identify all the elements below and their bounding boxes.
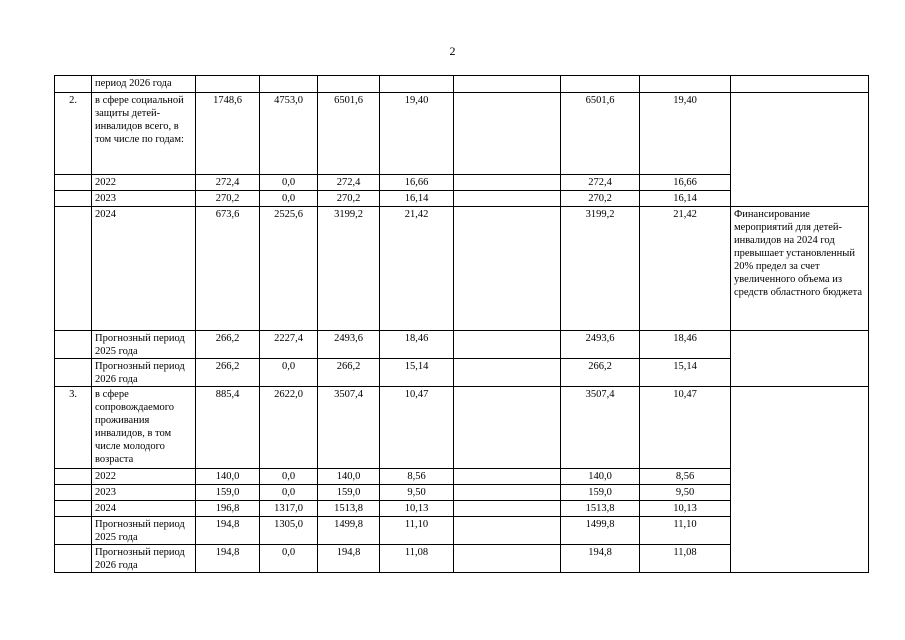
value-cell-c4: 8,56: [380, 469, 454, 485]
row-label-cell: Прогнозный период 2025 года: [92, 517, 196, 545]
value-cell-c6: [561, 76, 640, 93]
value-cell-c2: 1305,0: [260, 517, 318, 545]
value-cell-c7: 19,40: [640, 93, 731, 175]
row-label-cell: Прогнозный период 2026 года: [92, 545, 196, 573]
value-cell-c2: 2525,6: [260, 207, 318, 331]
table-row: [55, 93, 869, 175]
value-cell-c3: 270,2: [318, 191, 380, 207]
value-cell-c1: 266,2: [196, 359, 260, 387]
value-cell-c7: 8,56: [640, 469, 731, 485]
value-cell-c7: 16,66: [640, 175, 731, 191]
value-cell-c5: [454, 501, 561, 517]
value-cell-c6: 3199,2: [561, 207, 640, 331]
value-cell-c4: [380, 76, 454, 93]
value-cell-c5: [454, 387, 561, 469]
value-cell-c1: 159,0: [196, 485, 260, 501]
value-cell-c1: 194,8: [196, 517, 260, 545]
value-cell-c6: 159,0: [561, 485, 640, 501]
value-cell-c3: 1499,8: [318, 517, 380, 545]
value-cell-c7: 11,08: [640, 545, 731, 573]
row-number-cell: [55, 175, 92, 191]
value-cell-c7: 10,13: [640, 501, 731, 517]
value-cell-c5: [454, 485, 561, 501]
value-cell-c1: 270,2: [196, 191, 260, 207]
row-label-cell: 2024: [92, 501, 196, 517]
row-number-cell: [55, 207, 92, 331]
row-number-cell: [55, 331, 92, 359]
value-cell-c6: 1513,8: [561, 501, 640, 517]
value-cell-c4: 11,08: [380, 545, 454, 573]
value-cell-c4: 10,13: [380, 501, 454, 517]
value-cell-c1: 673,6: [196, 207, 260, 331]
value-cell-c1: 885,4: [196, 387, 260, 469]
value-cell-c3: 6501,6: [318, 93, 380, 175]
row-label-cell: в сфере социальной защиты детей-инвалидов всего, в том числе по годам:: [92, 93, 196, 175]
value-cell-c2: 0,0: [260, 545, 318, 573]
value-cell-c6: 266,2: [561, 359, 640, 387]
value-cell-c2: 0,0: [260, 469, 318, 485]
value-cell-c3: 1513,8: [318, 501, 380, 517]
row-label-cell: 2023: [92, 191, 196, 207]
value-cell-c4: 19,40: [380, 93, 454, 175]
row-label-cell: 2022: [92, 469, 196, 485]
value-cell-c5: [454, 175, 561, 191]
value-cell-c3: 272,4: [318, 175, 380, 191]
value-cell-c3: 140,0: [318, 469, 380, 485]
value-cell-c3: 3199,2: [318, 207, 380, 331]
row-number-cell: [55, 517, 92, 545]
value-cell-c5: [454, 93, 561, 175]
value-cell-c1: 1748,6: [196, 93, 260, 175]
value-cell-c6: 270,2: [561, 191, 640, 207]
row-number-cell: [55, 76, 92, 93]
value-cell-c2: 2227,4: [260, 331, 318, 359]
note-cell-empty: [731, 331, 869, 387]
value-cell-c1: 194,8: [196, 545, 260, 573]
row-label-cell: Прогнозный период 2025 года: [92, 331, 196, 359]
value-cell-c2: 1317,0: [260, 501, 318, 517]
table-body: [55, 76, 869, 573]
value-cell-c6: 1499,8: [561, 517, 640, 545]
value-cell-c7: 11,10: [640, 517, 731, 545]
row-label-cell: 2022: [92, 175, 196, 191]
value-cell-c4: 16,66: [380, 175, 454, 191]
value-cell-c2: 4753,0: [260, 93, 318, 175]
value-cell-c2: 0,0: [260, 191, 318, 207]
value-cell-c6: 3507,4: [561, 387, 640, 469]
value-cell-c4: 16,14: [380, 191, 454, 207]
value-cell-c1: 272,4: [196, 175, 260, 191]
row-label-cell: 2023: [92, 485, 196, 501]
value-cell-c3: 266,2: [318, 359, 380, 387]
value-cell-c5: [454, 191, 561, 207]
value-cell-c7: 9,50: [640, 485, 731, 501]
value-cell-c4: 10,47: [380, 387, 454, 469]
value-cell-c4: 11,10: [380, 517, 454, 545]
value-cell-c2: 2622,0: [260, 387, 318, 469]
row-number-cell: 3.: [55, 387, 92, 469]
value-cell-c6: 2493,6: [561, 331, 640, 359]
table-row: [55, 207, 869, 331]
value-cell-c7: [640, 76, 731, 93]
value-cell-c1: 140,0: [196, 469, 260, 485]
value-cell-c4: 15,14: [380, 359, 454, 387]
table-row: [55, 76, 869, 93]
value-cell-c5: [454, 359, 561, 387]
value-cell-c1: [196, 76, 260, 93]
note-cell-empty: [731, 93, 869, 207]
note-cell-empty: [731, 76, 869, 93]
value-cell-c7: 18,46: [640, 331, 731, 359]
value-cell-c5: [454, 545, 561, 573]
row-label-cell: 2024: [92, 207, 196, 331]
value-cell-c2: [260, 76, 318, 93]
value-cell-c6: 140,0: [561, 469, 640, 485]
value-cell-c7: 16,14: [640, 191, 731, 207]
note-cell-empty: [731, 387, 869, 573]
row-number-cell: 2.: [55, 93, 92, 175]
row-number-cell: [55, 501, 92, 517]
row-number-cell: [55, 485, 92, 501]
value-cell-c3: [318, 76, 380, 93]
value-cell-c7: 15,14: [640, 359, 731, 387]
table-row: [55, 331, 869, 359]
page-number: 2: [449, 44, 456, 58]
value-cell-c4: 18,46: [380, 331, 454, 359]
row-number-cell: [55, 545, 92, 573]
value-cell-c2: 0,0: [260, 485, 318, 501]
row-number-cell: [55, 469, 92, 485]
value-cell-c4: 9,50: [380, 485, 454, 501]
row-number-cell: [55, 359, 92, 387]
value-cell-c1: 266,2: [196, 331, 260, 359]
value-cell-c7: 21,42: [640, 207, 731, 331]
value-cell-c2: 0,0: [260, 359, 318, 387]
value-cell-c3: 3507,4: [318, 387, 380, 469]
budget-table: [54, 75, 869, 573]
note-cell-2024: Финансирование мероприятий для детей-инвалидов на 2024 год превышает установленный 20% предел за счет увеличенного объема из средств областного бюджета: [731, 207, 869, 331]
value-cell-c2: 0,0: [260, 175, 318, 191]
value-cell-c7: 10,47: [640, 387, 731, 469]
value-cell-c6: 6501,6: [561, 93, 640, 175]
value-cell-c5: [454, 469, 561, 485]
row-label-cell: период 2026 года: [92, 76, 196, 93]
value-cell-c3: 2493,6: [318, 331, 380, 359]
value-cell-c6: 194,8: [561, 545, 640, 573]
value-cell-c5: [454, 517, 561, 545]
table-row: [55, 387, 869, 469]
value-cell-c3: 159,0: [318, 485, 380, 501]
row-label-cell: Прогнозный период 2026 года: [92, 359, 196, 387]
row-label-cell: в сфере сопровождаемого проживания инвалидов, в том числе молодого возраста: [92, 387, 196, 469]
value-cell-c6: 272,4: [561, 175, 640, 191]
value-cell-c4: 21,42: [380, 207, 454, 331]
value-cell-c3: 194,8: [318, 545, 380, 573]
value-cell-c5: [454, 207, 561, 331]
value-cell-c1: 196,8: [196, 501, 260, 517]
row-number-cell: [55, 191, 92, 207]
value-cell-c5: [454, 331, 561, 359]
value-cell-c5: [454, 76, 561, 93]
